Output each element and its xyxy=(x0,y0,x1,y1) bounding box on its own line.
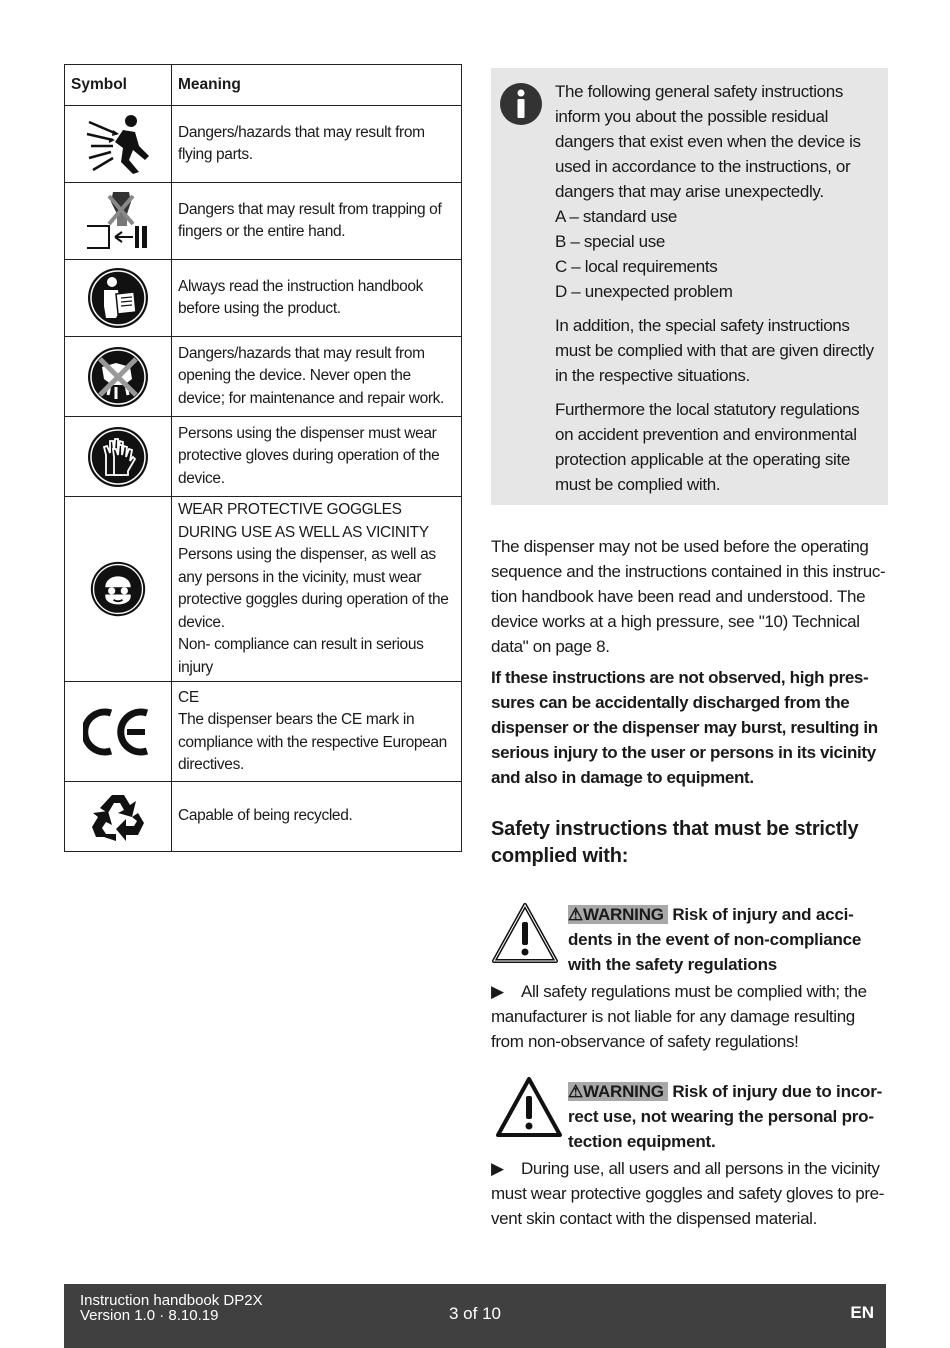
meaning-cell: Always read the instruction handbook before using the product. xyxy=(172,260,462,337)
ce-text: The dispenser bears the CE mark in compliance with the respective European directives. xyxy=(178,711,447,773)
symbol-cell xyxy=(65,782,172,852)
meaning-cell: Persons using the dispenser must wear protective gloves during operation of the device. xyxy=(172,417,462,497)
info-list-item: C – local requirements xyxy=(555,257,718,276)
warning-bullet-text: During use, all users and all persons in the vicinity must wear protective goggles and safety gloves to pre-vent skin contact with the dispensed material. xyxy=(491,1159,885,1228)
table-row xyxy=(65,260,462,337)
goggles-title: WEAR PROTECTIVE GOGGLES DURING USE AS WELL AS VICINITY xyxy=(178,501,429,541)
recycle-icon xyxy=(90,791,146,843)
page-footer xyxy=(64,1284,886,1348)
table-row xyxy=(65,337,462,417)
meaning-cell xyxy=(172,497,462,682)
info-list-item: A – standard use xyxy=(555,207,677,226)
symbol-cell xyxy=(65,417,172,497)
read-manual-icon xyxy=(86,266,150,330)
info-box xyxy=(491,68,888,505)
warning-label: ⚠WARNING xyxy=(568,905,668,924)
table-row xyxy=(65,497,462,682)
bold-warning-paragraph: If these instructions are not observed, high pres-sures can be accidentally discharged from the dispenser or the dispenser may burst, resulting in serious injury to the user or persons in its vicinity and also in damage to equipment. xyxy=(491,668,878,787)
table-row xyxy=(65,106,462,183)
symbol-cell xyxy=(65,337,172,417)
table-row xyxy=(65,417,462,497)
footer-language: EN xyxy=(850,1303,874,1322)
section-title: Safety instructions that must be strictly complied with: xyxy=(491,818,859,867)
meaning-cell: Dangers/hazards that may result from opening the device. Never open the device; for maintenance and repair work. xyxy=(172,337,462,417)
info-list-item: D – unexpected problem xyxy=(555,282,733,301)
footer-page-number: 3 of 10 xyxy=(449,1304,501,1323)
meaning-cell: Dangers that may result from trapping of fingers or the entire hand. xyxy=(172,183,462,260)
warning-heading-text: Risk of injury and acci-dents in the event of non-compliance with the safety regulations xyxy=(568,905,862,974)
table-row xyxy=(65,782,462,852)
info-para: In addition, the special safety instructions must be complied with that are given directly in the respective situations. xyxy=(555,316,874,385)
warning-triangle-icon xyxy=(495,1076,563,1138)
symbol-cell xyxy=(65,260,172,337)
meaning-cell xyxy=(172,682,462,782)
info-para: Furthermore the local statutory regulations on accident prevention and environmental protection applicable at the operating site must be complied with. xyxy=(555,400,860,494)
warning-label: ⚠WARNING xyxy=(568,1082,668,1101)
symbol-cell xyxy=(65,106,172,183)
ce-mark-icon xyxy=(83,707,153,757)
meaning-cell: Capable of being recycled. xyxy=(172,782,462,852)
warning-heading xyxy=(568,902,886,977)
warning-bullet xyxy=(491,1156,887,1231)
warning-triangle-icon xyxy=(491,902,559,964)
warning-bullet xyxy=(491,979,887,1054)
info-intro: The following general safety instructions inform you about the possible residual dangers that exist even when the device is used in accordance to the instructions, or dangers that may arise unexpectedly. xyxy=(555,82,861,201)
warning-heading-text: Risk of injury due to incor-rect use, not wearing the personal pro-tection equipment. xyxy=(568,1082,883,1151)
goggles-icon xyxy=(89,560,147,618)
bullet-arrow-icon: ▶ xyxy=(491,982,504,1001)
goggles-warning: Non- compliance can result in serious injury xyxy=(178,636,424,676)
symbol-cell xyxy=(65,183,172,260)
info-icon xyxy=(499,82,543,126)
hand-trap-icon xyxy=(83,190,153,252)
header-meaning: Meaning xyxy=(172,65,462,106)
header-symbol: Symbol xyxy=(65,65,172,106)
gloves-icon xyxy=(86,425,150,489)
info-list-item: B – special use xyxy=(555,232,666,251)
flying-parts-icon xyxy=(83,112,153,176)
warning-bullet-text: All safety regulations must be complied with; the manufacturer is not liable for any damage resulting from non-observance of safety regulations! xyxy=(491,982,867,1051)
table-header-row xyxy=(65,65,462,106)
symbol-cell xyxy=(65,497,172,682)
do-not-open-icon xyxy=(86,345,150,409)
footer-version: Version 1.0 · 8.10.19 xyxy=(80,1307,219,1324)
symbol-table xyxy=(64,64,462,852)
warning-heading xyxy=(568,1079,886,1154)
table-row xyxy=(65,183,462,260)
footer-title: Instruction handbook DP2X xyxy=(80,1292,263,1309)
ce-title: CE xyxy=(178,688,199,706)
goggles-text: Persons using the dispenser, as well as any persons in the vicinity, must wear protective goggles during operation of the device. xyxy=(178,546,449,631)
info-text xyxy=(555,79,880,497)
bullet-arrow-icon: ▶ xyxy=(491,1159,504,1178)
meaning-cell: Dangers/hazards that may result from flying parts. xyxy=(172,106,462,183)
symbol-cell xyxy=(65,682,172,782)
intro-paragraph: The dispenser may not be used before the operating sequence and the instructions contained in this instruc-tion handbook have been read and understood. The device works at a high pressure, see "10) Technical data" on page 8. xyxy=(491,537,886,656)
table-row xyxy=(65,682,462,782)
